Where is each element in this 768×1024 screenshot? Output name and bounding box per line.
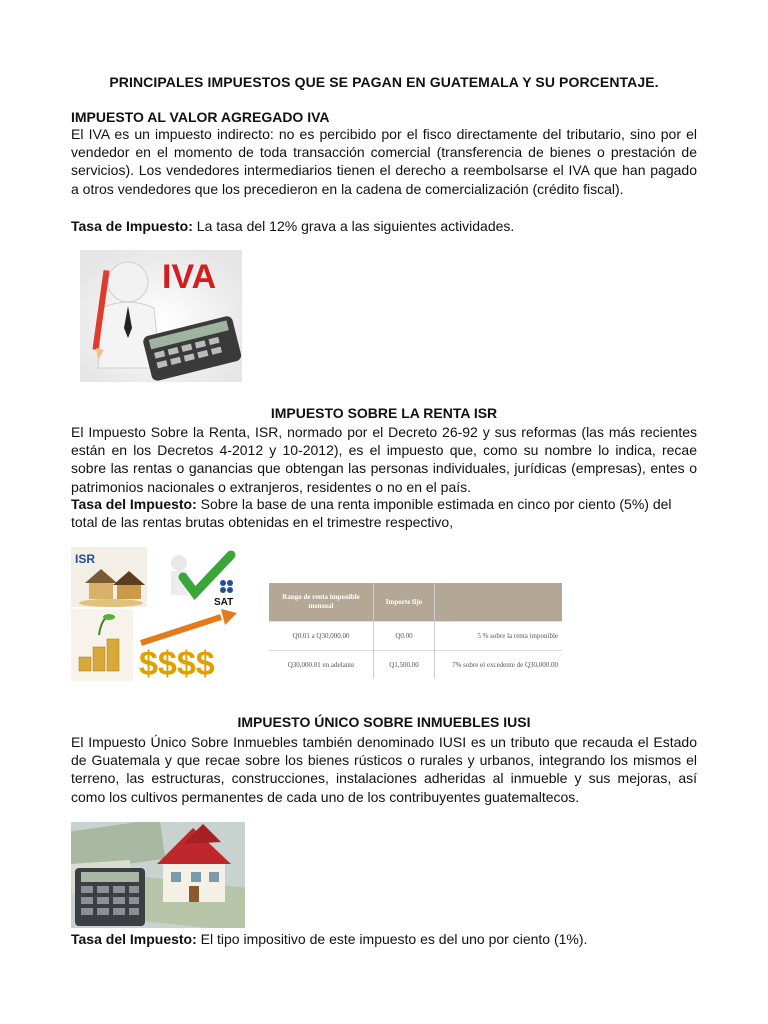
table-cell: Q0.01 a Q30,000.00 — [269, 622, 374, 651]
dollar-signs: $$$$ — [139, 645, 215, 681]
table-header — [435, 583, 563, 622]
isr-logo-text: ISR — [75, 552, 96, 566]
table-row — [269, 622, 562, 651]
isr-rate-table — [269, 583, 562, 679]
iusi-rate-text: El tipo impositivo de este impuesto es del uno por ciento (1%). — [196, 931, 588, 947]
iva-paragraph: El IVA es un impuesto indirecto: no es percibido por el fisco directamente del tributario, sino por el vendedor en el momento de toda transacción comercial (transferencia de bienes o prestación de servicios). Los vendedores intermediarios tienen el derecho a reembolsarse el IVA que han pagado a otros vendedores que los precedieron en la cadena de comercialización (crédito fiscal). — [71, 126, 697, 197]
iusi-heading: IMPUESTO ÚNICO SOBRE INMUEBLES IUSI — [237, 714, 531, 730]
table-cell: Q1,500.00 — [374, 651, 435, 680]
sat-logo-text: SAT — [214, 597, 234, 608]
iusi-paragraph: El Impuesto Único Sobre Inmuebles también denominado IUSI es un tributo que recauda el Estado de Guatemala y que recae sobre los bienes rústicos o rurales y urbanos, integrando los mismos el terreno, las estructuras, construcciones, instalaciones adheridas al inmueble y sus mejoras, así como los cultivos permanentes de cada uno de los contribuyentes guatemaltecos. — [71, 734, 697, 805]
isr-paragraph: El Impuesto Sobre la Renta, ISR, normado por el Decreto 26-92 y sus reformas (las más recientes están en los Decretos 4-2012 y 10-2012), es el impuesto que, como su nombre lo indica, recae sobre las rentas o ganancias que obtengan las personas individuales, jurídicas (empresas), entes o patrimonios nacionales o extranjeros, residentes o no en el país. — [71, 424, 697, 495]
iusi-rate — [71, 930, 697, 948]
table-cell: Q30,000.01 en adelante — [269, 651, 374, 680]
isr-rate-text: Sobre la base de una renta imponible estimada en cinco por ciento (5%) del total de las rentas brutas obtenidas en el trimestre respectivo, — [71, 496, 672, 531]
table-cell: 7% sobre el excedente de Q30,000.00 — [435, 651, 563, 680]
iusi-illustration — [71, 822, 245, 928]
iusi-rate-label: Tasa del Impuesto: — [71, 931, 197, 947]
table-row — [269, 651, 562, 680]
iva-illustration — [80, 250, 242, 382]
isr-rate-label: Tasa del Impuesto: — [71, 496, 197, 512]
page-title: PRINCIPALES IMPUESTOS QUE SE PAGAN EN GUATEMALA Y SU PORCENTAJE. — [109, 74, 659, 90]
isr-collage — [71, 547, 247, 681]
iva-rate-label: Tasa de Impuesto: — [71, 218, 193, 234]
table-header: Rango de renta imponible mensual — [269, 583, 374, 622]
iva-heading: IMPUESTO AL VALOR AGREGADO IVA — [71, 109, 330, 125]
isr-heading: IMPUESTO SOBRE LA RENTA ISR — [270, 405, 498, 421]
isr-rate — [71, 495, 697, 531]
table-cell: Q0.00 — [374, 622, 435, 651]
iva-rate-text: La tasa del 12% grava a las siguientes actividades. — [192, 218, 515, 234]
table-cell: 5 % sobre la renta imponible — [435, 622, 563, 651]
iva-rate — [71, 217, 697, 235]
table-header: Importe fijo — [374, 583, 435, 622]
iva-image-text: IVA — [162, 258, 217, 296]
